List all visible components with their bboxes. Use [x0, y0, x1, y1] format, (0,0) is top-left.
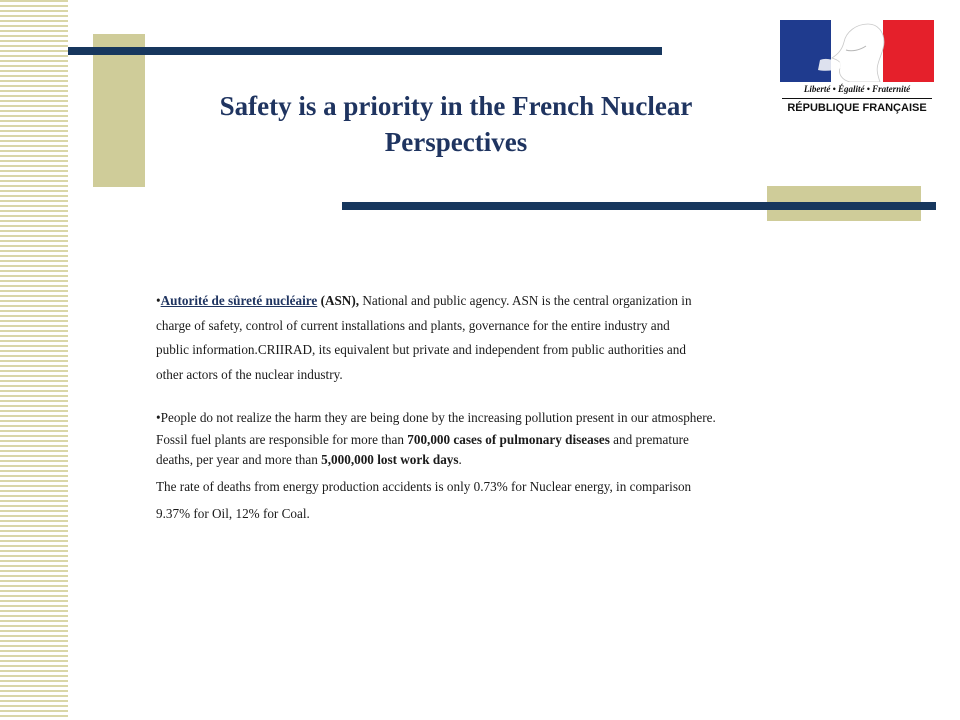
republique-francaise-label: RÉPUBLIQUE FRANÇAISE [787, 102, 927, 114]
accent-bar-bottom [342, 202, 936, 210]
asn-line-2: charge of safety, control of current installations and plants, governance for the entire industry and [156, 317, 670, 333]
death-rates-paragraph [156, 473, 856, 527]
logo-divider [782, 98, 932, 99]
fossil-fuel-paragraph [156, 430, 856, 470]
asn-abbreviation: (ASN), [317, 293, 360, 308]
rates-line-2: 9.37% for Oil, 12% for Coal. [156, 506, 310, 521]
rates-line-1: The rate of deaths from energy production accidents is only 0.73% for Nuclear energy, in comparison [156, 479, 692, 494]
republique-francaise-logo [780, 20, 934, 124]
asn-line-4: other actors of the nuclear industry. [156, 366, 343, 382]
bullet: • [156, 410, 161, 425]
olive-block-top [93, 34, 145, 187]
accent-bar-top [68, 47, 662, 55]
marianne-flag-icon [780, 20, 934, 82]
slide-title [150, 88, 762, 160]
asn-paragraph [156, 289, 856, 387]
fossil-text-3: deaths, per year and more than [156, 452, 322, 467]
pulmonary-diseases-stat: 700,000 cases of pulmonary diseases [407, 432, 610, 447]
fossil-text-4: . [458, 452, 462, 467]
slide-body [156, 289, 856, 527]
motto-text: Liberté • Égalité • Fraternité [803, 84, 911, 94]
pollution-text: People do not realize the harm they are being done by the increasing pollution present in our atmosphere. [160, 410, 716, 425]
asn-org-link[interactable]: Autorité de sûreté nucléaire [160, 293, 318, 308]
fossil-text-1: Fossil fuel plants are responsible for more than [156, 432, 408, 447]
asn-line-1-text: National and public agency. ASN is the central organization in [359, 293, 692, 308]
asn-line-3: public information.CRIIRAD, its equivalent but private and independent from public authorities and [156, 342, 686, 357]
striped-side-decoration [0, 0, 68, 720]
title-line-2: Perspectives [384, 127, 528, 157]
pollution-paragraph [156, 406, 856, 430]
lost-work-days-stat: 5,000,000 lost work days [321, 452, 459, 467]
bullet: • [156, 293, 161, 308]
fossil-text-2: and premature [609, 432, 689, 447]
title-line-1: Safety is a priority in the French Nuclear [219, 91, 693, 121]
